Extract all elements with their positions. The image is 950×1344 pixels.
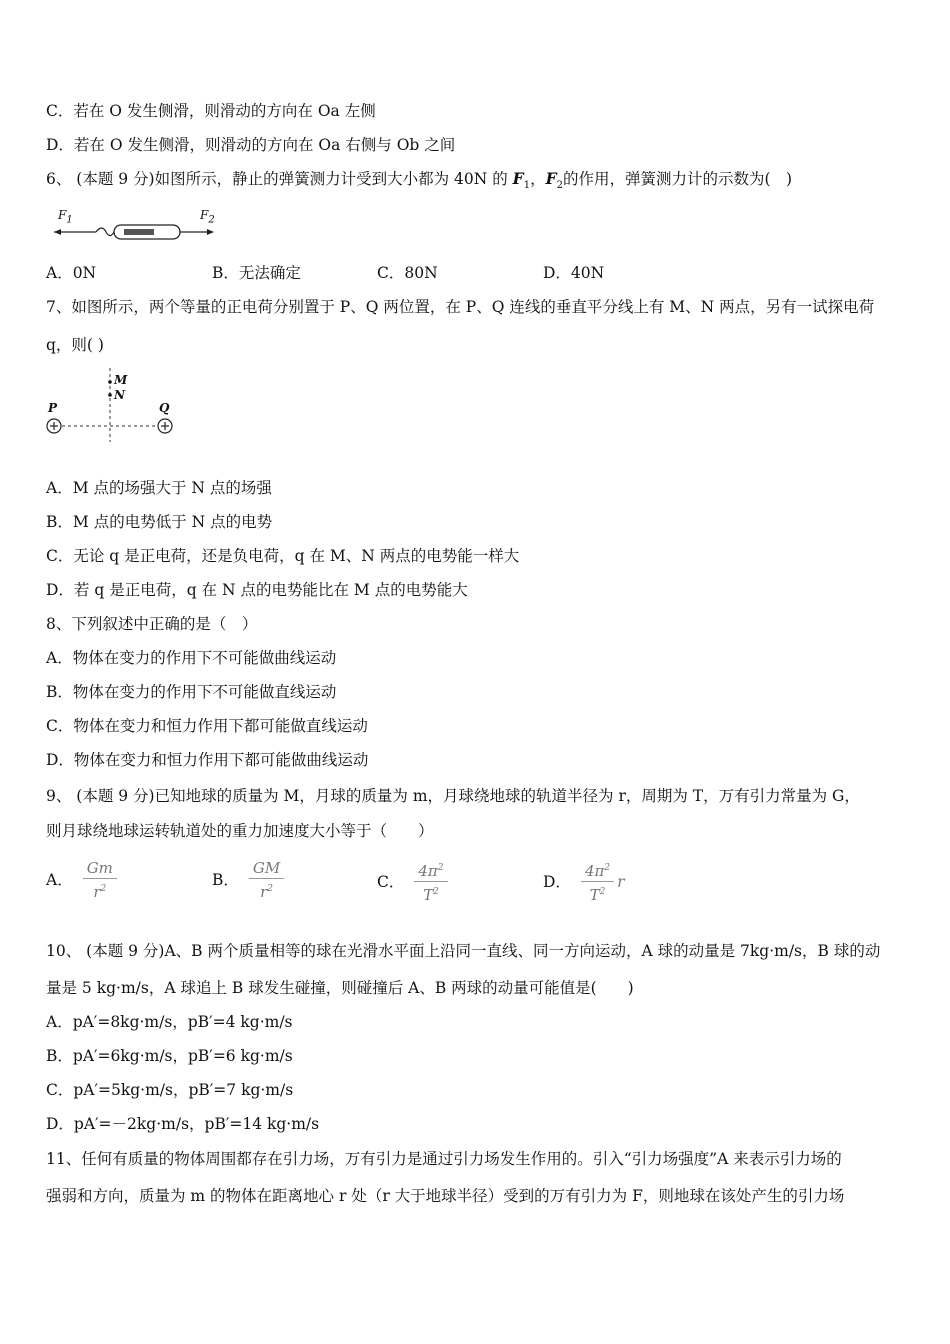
q10-option-d: D．pA′=－2kg·m/s，pB′=14 kg·m/s bbox=[46, 1115, 320, 1133]
q10-stem-line1: 10、 (本题 9 分)A、B 两个质量相等的球在光滑水平面上沿同一直线、同一方向运动，A 球的动量是 7kg·m/s，B 球的动 bbox=[46, 942, 881, 960]
q7-option-c: C．无论 q 是正电荷，还是负电荷，q 在 M、N 两点的电势能一样大 bbox=[46, 547, 520, 565]
q9-option-c: C． $\frac{4\pi^2}{T^2}$ bbox=[377, 858, 448, 905]
q7-option-d: D．若 q 是正电荷，q 在 N 点的电势能比在 M 点的电势能大 bbox=[46, 581, 468, 599]
spring-scale-diagram bbox=[50, 208, 220, 244]
q5-option-d: D．若在 O 发生侧滑，则滑动的方向在 Oa 右侧与 Ob 之间 bbox=[46, 136, 456, 154]
q9-fraction-a: $\frac{Gm}{r^2}$ bbox=[83, 858, 117, 902]
q6-options bbox=[46, 262, 906, 284]
q11-stem-line1: 11、任何有质量的物体周围都存在引力场，万有引力是通过引力场发生作用的。引入“引力场强度”A 来表示引力场的 bbox=[46, 1150, 842, 1168]
q8-option-d: D．物体在变力和恒力作用下都可能做曲线运动 bbox=[46, 751, 369, 769]
charges-figure bbox=[40, 366, 190, 446]
q9-fraction-d: $\frac{4\pi^2}{T^2}$ bbox=[581, 858, 614, 905]
q8-option-b: B．物体在变力的作用下不可能做直线运动 bbox=[46, 683, 337, 701]
hook-left bbox=[96, 228, 114, 236]
label-f2: $F_2$ bbox=[200, 208, 215, 226]
q6-option-b: B．无法确定 bbox=[212, 264, 301, 282]
q9-fraction-c: $\frac{4\pi^2}{T^2}$ bbox=[414, 858, 447, 905]
q6-stem: 6、 (本题 9 分)如图所示，静止的弹簧测力计受到大小都为 40N 的 $F_1$，$F_2$的作用，弹簧测力计的示数为( ) bbox=[46, 169, 793, 192]
q6-option-d: D．40N bbox=[543, 264, 605, 282]
label-n: N bbox=[114, 388, 125, 402]
label-p: P bbox=[48, 401, 58, 415]
q9-stem-line2: 则月球绕地球运转轨道处的重力加速度大小等于（ ） bbox=[46, 822, 434, 840]
q7-stem-line2: q，则( ) bbox=[46, 336, 104, 354]
force-f2-arrowhead bbox=[207, 229, 214, 235]
label-m: M bbox=[114, 373, 128, 387]
point-m bbox=[108, 380, 112, 384]
q9-fraction-b: $\frac{GM}{r^2}$ bbox=[249, 858, 284, 902]
force-f1-arrowhead bbox=[54, 229, 61, 235]
q8-stem: 8、下列叙述中正确的是（ ） bbox=[46, 615, 258, 633]
q11-stem-line2: 强弱和方向，质量为 m 的物体在距离地心 r 处（r 大于地球半径）受到的万有引力为 F，则地球在该处产生的引力场 bbox=[46, 1187, 845, 1205]
q7-option-b: B．M 点的电势低于 N 点的电势 bbox=[46, 513, 273, 531]
point-n bbox=[108, 393, 112, 397]
q9-stem-line1: 9、 (本题 9 分)已知地球的质量为 M，月球的质量为 m，月球绕地球的轨道半径为 r，周期为 T，万有引力常量为 G， bbox=[46, 787, 860, 805]
q7-stem-line1: 7、如图所示，两个等量的正电荷分别置于 P、Q 两位置，在 P、Q 连线的垂直平分线上有 M、N 两点，另有一试探电荷 bbox=[46, 298, 875, 316]
q10-stem-line2: 量是 5 kg·m/s，A 球追上 B 球发生碰撞，则碰撞后 A、B 两球的动量可能值是( ) bbox=[46, 979, 634, 997]
spring-scale-figure bbox=[50, 208, 220, 244]
label-f1: $F_1$ bbox=[58, 208, 73, 226]
q10-option-c: C．pA′=5kg·m/s，pB′=7 kg·m/s bbox=[46, 1081, 294, 1099]
q8-option-a: A．物体在变力的作用下不可能做曲线运动 bbox=[46, 649, 337, 667]
q9-option-b: B． $\frac{GM}{r^2}$ bbox=[212, 858, 284, 902]
q5-option-c: C．若在 O 发生侧滑，则滑动的方向在 Oa 左侧 bbox=[46, 102, 376, 120]
q9-option-a: A． $\frac{Gm}{r^2}$ bbox=[46, 858, 117, 902]
q9-option-d: D． $\frac{4\pi^2}{T^2}$ r bbox=[543, 858, 625, 905]
q7-option-a: A．M 点的场强大于 N 点的场强 bbox=[46, 479, 272, 497]
q10-option-a: A．pA′=8kg·m/s，pB′=4 kg·m/s bbox=[46, 1013, 293, 1031]
q6-option-a: A．0N bbox=[46, 264, 97, 282]
scale-spring bbox=[124, 229, 154, 235]
q10-option-b: B．pA′=6kg·m/s，pB′=6 kg·m/s bbox=[46, 1047, 293, 1065]
q9-options bbox=[46, 858, 906, 908]
q8-option-c: C．物体在变力和恒力作用下都可能做直线运动 bbox=[46, 717, 368, 735]
label-q: Q bbox=[159, 401, 170, 415]
q6-option-c: C．80N bbox=[377, 264, 438, 282]
